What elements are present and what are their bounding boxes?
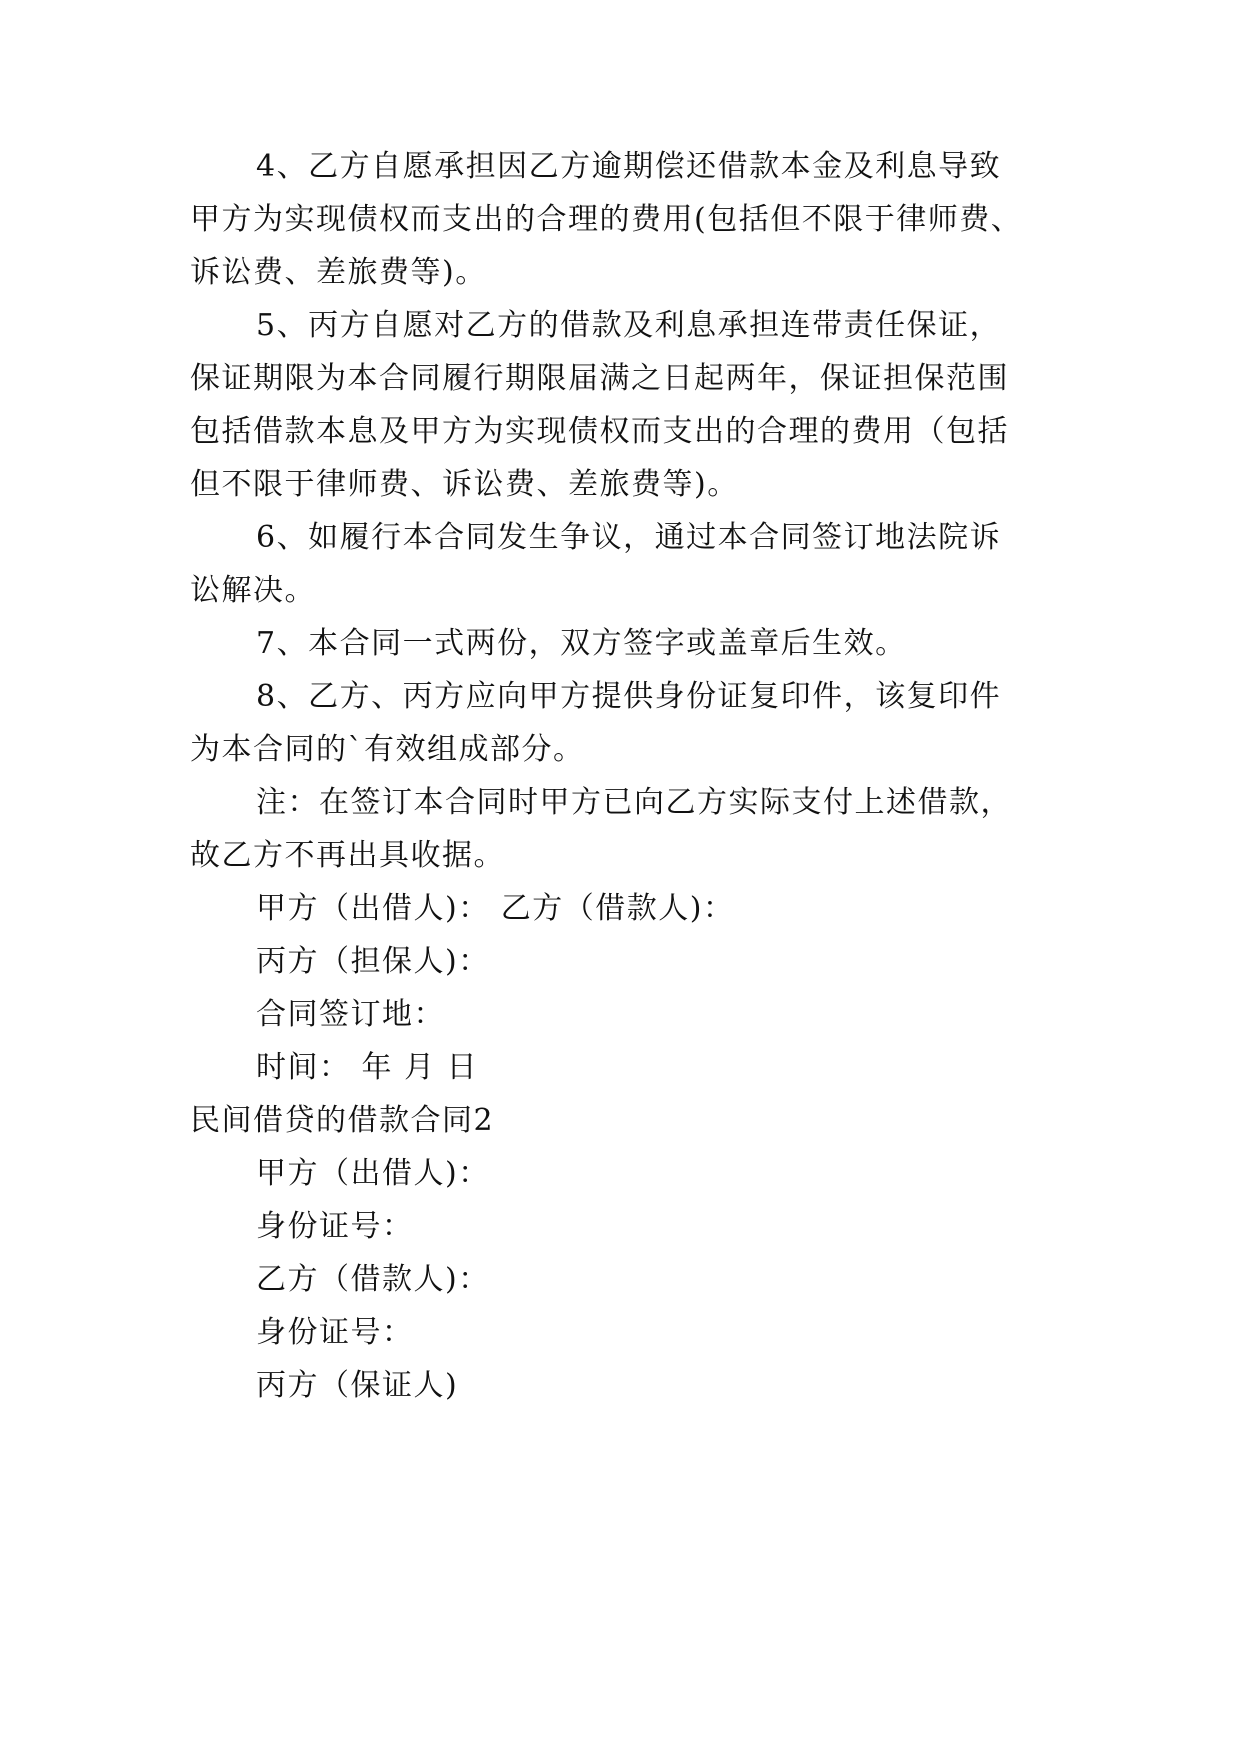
clause-6-line-1: 6、如履行本合同发生争议，通过本合同签订地法院诉 <box>256 520 1002 555</box>
borrower-field: 乙方（借款人)： <box>256 1262 490 1297</box>
clause-5-line-3: 包括借款本息及甲方为实现债权而支出的合理的费用（包括 <box>190 414 1009 449</box>
clause-5-line-1: 5、丙方自愿对乙方的借款及利息承担连带责任保证， <box>256 308 1002 343</box>
signature-party-c: 丙方（担保人)： <box>256 944 490 979</box>
clause-5-line-2: 保证期限为本合同履行期限届满之日起两年，保证担保范围 <box>190 361 1009 396</box>
signature-party-a-b: 甲方（出借人)： 乙方（借款人)： <box>256 891 735 926</box>
lender-id-field: 身份证号： <box>256 1209 414 1244</box>
lender-field: 甲方（出借人)： <box>256 1156 490 1191</box>
clause-8-line-2: 为本合同的`有效组成部分。 <box>190 732 585 767</box>
clause-4-line-1: 4、乙方自愿承担因乙方逾期偿还借款本金及利息导致 <box>256 149 1002 184</box>
signing-place: 合同签订地： <box>256 997 445 1032</box>
clause-8-line-1: 8、乙方、丙方应向甲方提供身份证复印件，该复印件 <box>256 679 1002 714</box>
signing-date: 时间： 年 月 日 <box>256 1050 479 1085</box>
clause-4-line-3: 诉讼费、差旅费等)。 <box>190 255 487 290</box>
note-line-1: 注：在签订本合同时甲方已向乙方实际支付上述借款， <box>256 785 1012 820</box>
borrower-id-field: 身份证号： <box>256 1315 414 1350</box>
clause-7-line-1: 7、本合同一式两份，双方签字或盖章后生效。 <box>256 626 907 661</box>
clause-5-line-4: 但不限于律师费、诉讼费、差旅费等)。 <box>190 467 739 502</box>
section-title: 民间借贷的借款合同2 <box>190 1103 495 1138</box>
note-line-2: 故乙方不再出具收据。 <box>190 838 505 873</box>
clause-4-line-2: 甲方为实现债权而支出的合理的费用(包括但不限于律师费、 <box>190 202 1023 237</box>
guarantor-field: 丙方（保证人) <box>256 1368 459 1403</box>
clause-6-line-2: 讼解决。 <box>190 573 316 608</box>
